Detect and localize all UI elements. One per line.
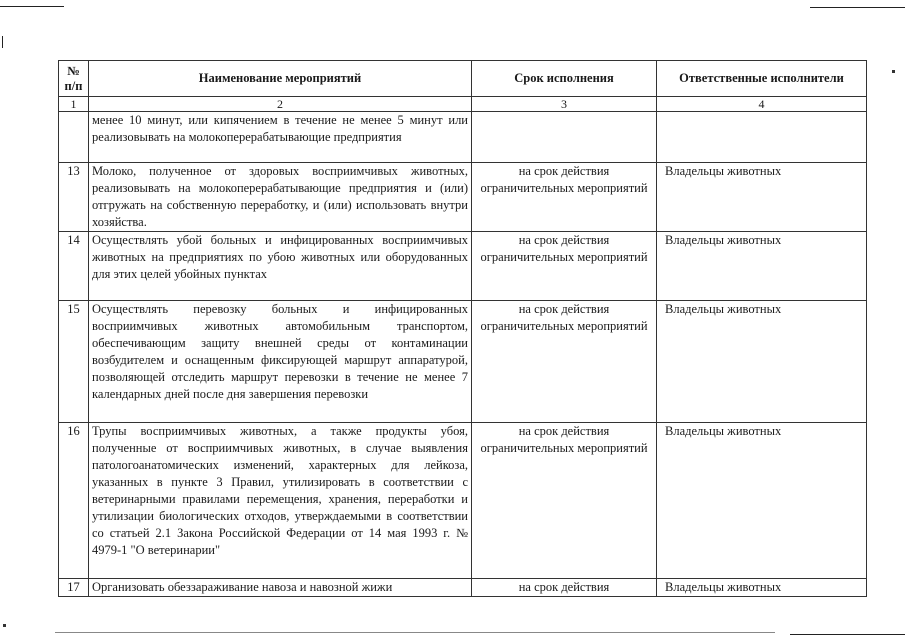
- table-row: [59, 423, 867, 579]
- measures-table: [58, 60, 867, 597]
- row-term: [472, 112, 657, 163]
- table-row: [59, 301, 867, 423]
- header-term: Срок исполнения: [472, 61, 657, 97]
- scan-dot-right: [892, 70, 895, 73]
- row-term: на срок действия ограничительных мероприятий: [472, 301, 657, 423]
- row-measure: Трупы восприимчивых животных, а также продукты убоя, полученные от восприимчивых животных, в случае выявления патологоанатомических изменений, характерных для лейкоза, указанных в пункте 3 Правил, утилизировать в соответствии с ветеринарными правилами перемещения, хранения, переработки и утилизации биологических отходов, утверждаемыми в соответствии со статьей 2.1 Закона Российской Федерации от 14 мая 1993 г. № 4979-1 "О ветеринарии": [89, 423, 472, 579]
- column-index: 3: [472, 97, 657, 112]
- scan-bottom-line: [55, 632, 775, 633]
- row-term: на срок действия ограничительных мероприятий: [472, 163, 657, 232]
- row-number: 15: [59, 301, 89, 423]
- row-number: 13: [59, 163, 89, 232]
- row-number: 14: [59, 232, 89, 301]
- row-responsible: Владельцы животных: [657, 423, 867, 579]
- table-row: [59, 163, 867, 232]
- column-index: 4: [657, 97, 867, 112]
- table-row: [59, 579, 867, 597]
- header-responsible: Ответственные исполнители: [657, 61, 867, 97]
- row-number: 17: [59, 579, 89, 597]
- row-number: 16: [59, 423, 89, 579]
- scan-dot-left: [3, 624, 6, 627]
- row-measure: менее 10 минут, или кипячением в течение не менее 5 минут или реализовывать на молокоперерабатывающие предприятия: [89, 112, 472, 163]
- scan-top-line-left: [0, 6, 64, 7]
- row-term: на срок действия: [472, 579, 657, 597]
- header-name: Наименование мероприятий: [89, 61, 472, 97]
- column-index: 2: [89, 97, 472, 112]
- scan-top-line-right: [810, 7, 905, 8]
- row-term: на срок действия ограничительных мероприятий: [472, 423, 657, 579]
- row-responsible: Владельцы животных: [657, 301, 867, 423]
- header-num: № п/п: [59, 61, 89, 97]
- row-term: на срок действия ограничительных мероприятий: [472, 232, 657, 301]
- table-row: [59, 232, 867, 301]
- row-responsible: Владельцы животных: [657, 163, 867, 232]
- header-row: [59, 61, 867, 97]
- row-measure: Организовать обеззараживание навоза и навозной жижи: [89, 579, 472, 597]
- row-responsible: [657, 112, 867, 163]
- table-row: [59, 112, 867, 163]
- row-measure: Молоко, полученное от здоровых восприимчивых животных, реализовывать на молокоперерабатывающие предприятия и (или) отгружать на собственную переработку, и (или) использовать внутри хозяйства.: [89, 163, 472, 232]
- scan-left-tick: [2, 36, 3, 48]
- row-measure: Осуществлять убой больных и инфицированных восприимчивых животных на предприятиях по убою животных или оборудованных для этих целей убойных пунктах: [89, 232, 472, 301]
- row-responsible: Владельцы животных: [657, 232, 867, 301]
- row-measure: Осуществлять перевозку больных и инфицированных восприимчивых животных автомобильным транспортом, обеспечивающим защиту внешней среды от контаминации возбудителем и оснащенным фиксирующей маршрут аппаратурой, позволяющей отследить маршрут перевозки в течение не менее 7 календарных дней после дня завершения перевозки: [89, 301, 472, 423]
- column-index-row: [59, 97, 867, 112]
- row-number: [59, 112, 89, 163]
- column-index: 1: [59, 97, 89, 112]
- row-responsible: Владельцы животных: [657, 579, 867, 597]
- scan-bottom-line-right: [790, 634, 905, 635]
